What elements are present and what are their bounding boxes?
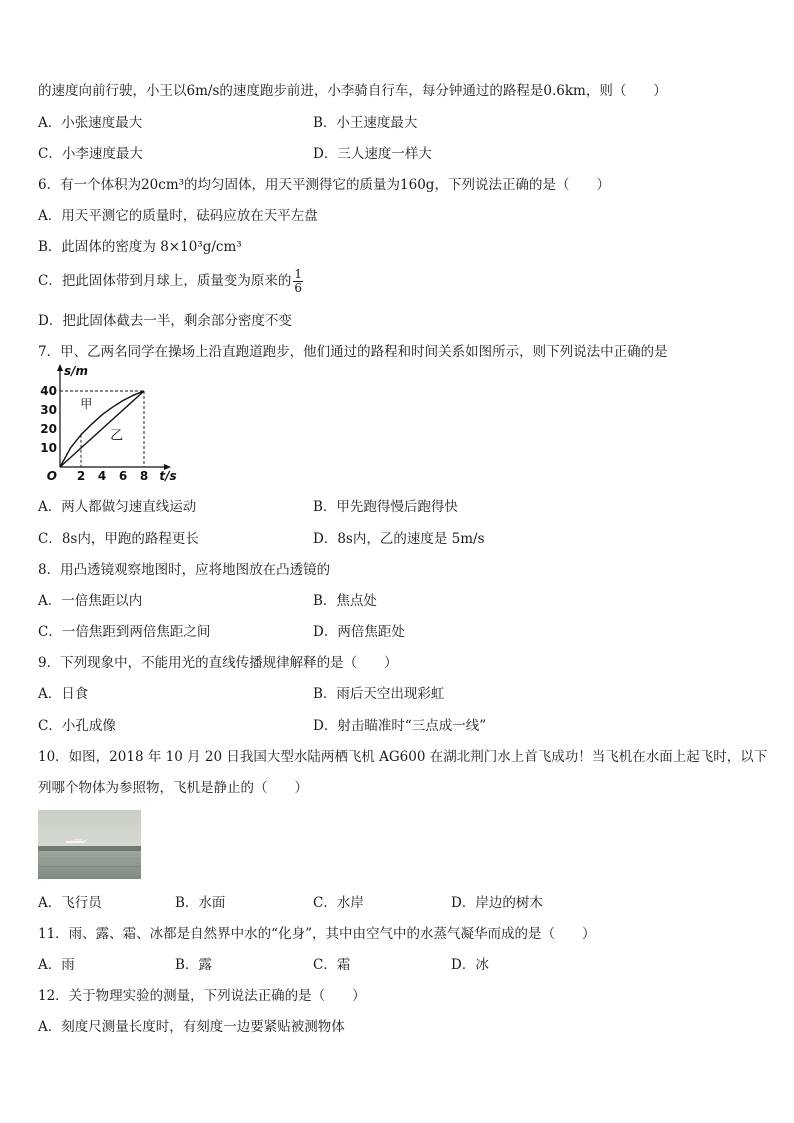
- q9-option-d[interactable]: D．射击瞄准时“三点成一线”: [313, 718, 487, 734]
- q10-option-b[interactable]: B．水面: [175, 895, 226, 911]
- fraction-numerator: 1: [294, 267, 302, 281]
- x-tick-label: 2: [76, 469, 86, 483]
- q8-stem: 8．用凸透镜观察地图时，应将地图放在凸透镜的: [38, 562, 331, 578]
- q5-option-b[interactable]: B．小王速度最大: [313, 115, 418, 131]
- series-line-2: [60, 391, 144, 467]
- seaplane-photo-drawing: [38, 810, 141, 879]
- q10-option-d[interactable]: D．岸边的树木: [451, 895, 543, 911]
- q9-option-b[interactable]: B．雨后天空出现彩虹: [313, 686, 445, 702]
- y-axis-label: s/m: [64, 364, 89, 378]
- graph-labels: [47, 364, 177, 483]
- q9-option-c[interactable]: C．小孔成像: [38, 718, 116, 734]
- q8-option-b[interactable]: B．焦点处: [313, 593, 377, 609]
- y-tick-label: 30: [40, 403, 57, 417]
- origin-label: O: [46, 469, 57, 483]
- y-axis-arrow: [57, 364, 63, 371]
- q9-option-a[interactable]: A．日食: [38, 686, 89, 702]
- y-tick-label: 10: [40, 441, 57, 455]
- q7-option-d[interactable]: D．8s内，乙的速度是 5m/s: [313, 531, 485, 547]
- x-axis-label: t/s: [159, 469, 177, 483]
- q12-option-a[interactable]: A．刻度尺测量长度时，有刻度一边要紧贴被测物体: [38, 1019, 345, 1035]
- series-label-1: 甲: [80, 397, 93, 412]
- x-tick-label: 8: [139, 469, 149, 483]
- y-tick-label: 20: [40, 422, 57, 436]
- q10-stem-line1: 10．如图，2018 年 10 月 20 日我国大型水陆两栖飞机 AG600 在湖北荆门水上首飞成功！当飞机在水面上起飞时，以下: [38, 749, 768, 765]
- q7-stem: 7．甲、乙两名同学在操场上沿直跑道跑步，他们通过的路程和时间关系如图所示，则下列说法中正确的是: [38, 344, 668, 360]
- q5-continuation: 的速度向前行驶，小王以6m/s的速度跑步前进，小李骑自行车，每分钟通过的路程是0.6km，则（ ）: [38, 83, 667, 99]
- q7-option-b[interactable]: B．甲先跑得慢后跑得快: [313, 499, 458, 515]
- q6-option-c[interactable]: [38, 268, 303, 295]
- y-tick-label: 40: [40, 384, 57, 398]
- q5-option-a[interactable]: A．小张速度最大: [38, 115, 143, 131]
- q5-option-d[interactable]: D．三人速度一样大: [313, 146, 432, 162]
- q11-option-c[interactable]: C．霜: [313, 957, 351, 973]
- q11-option-b[interactable]: B．露: [175, 957, 212, 973]
- q7-option-c[interactable]: C．8s内，甲跑的路程更长: [38, 531, 199, 547]
- q6-option-d[interactable]: D．把此固体截去一半，剩余部分密度不变: [38, 313, 292, 329]
- seaplane-photo: [38, 810, 141, 879]
- q7-option-a[interactable]: A．两人都做匀速直线运动: [38, 499, 197, 515]
- q6-option-b[interactable]: B．此固体的密度为 8×10³g/cm³: [38, 239, 242, 255]
- q10-stem-line2: 列哪个物体为参照物，飞机是静止的（ ）: [38, 780, 308, 796]
- q11-option-a[interactable]: A．雨: [38, 957, 75, 973]
- q11-option-d[interactable]: D．冰: [451, 957, 489, 973]
- q8-option-c[interactable]: C．一倍焦距到两倍焦距之间: [38, 624, 211, 640]
- q6-option-a[interactable]: A．用天平测它的质量时，砝码应放在天平左盘: [38, 208, 318, 224]
- series-label-2: 乙: [110, 428, 124, 444]
- q6-option-c-text: C．把此固体带到月球上，质量变为原来的: [38, 273, 292, 289]
- q8-option-a[interactable]: A．一倍焦距以内: [38, 593, 143, 609]
- q10-option-c[interactable]: C．水岸: [313, 895, 364, 911]
- q9-stem: 9．下列现象中，不能用光的直线传播规律解释的是（ ）: [38, 655, 398, 671]
- fraction: [293, 268, 303, 295]
- x-tick-label: 4: [97, 469, 107, 483]
- distance-time-graph: [38, 364, 198, 484]
- q6-stem: 6．有一个体积为20cm³的均匀固体，用天平测得它的质量为160g，下列说法正确的是（ ）: [38, 177, 610, 193]
- q5-option-c[interactable]: C．小李速度最大: [38, 146, 143, 162]
- fraction-denominator: 6: [294, 281, 302, 295]
- x-tick-label: 6: [118, 469, 128, 483]
- q8-option-d[interactable]: D．两倍焦距处: [313, 624, 405, 640]
- q11-stem: 11．雨、露、霜、冰都是自然界中水的“化身”，其中由空气中的水蒸气凝华而成的是（ ）: [38, 926, 596, 942]
- graph-curves: [60, 391, 144, 467]
- q10-option-a[interactable]: A．飞行员: [38, 895, 102, 911]
- q12-stem: 12．关于物理实验的测量，下列说法正确的是（ ）: [38, 988, 366, 1004]
